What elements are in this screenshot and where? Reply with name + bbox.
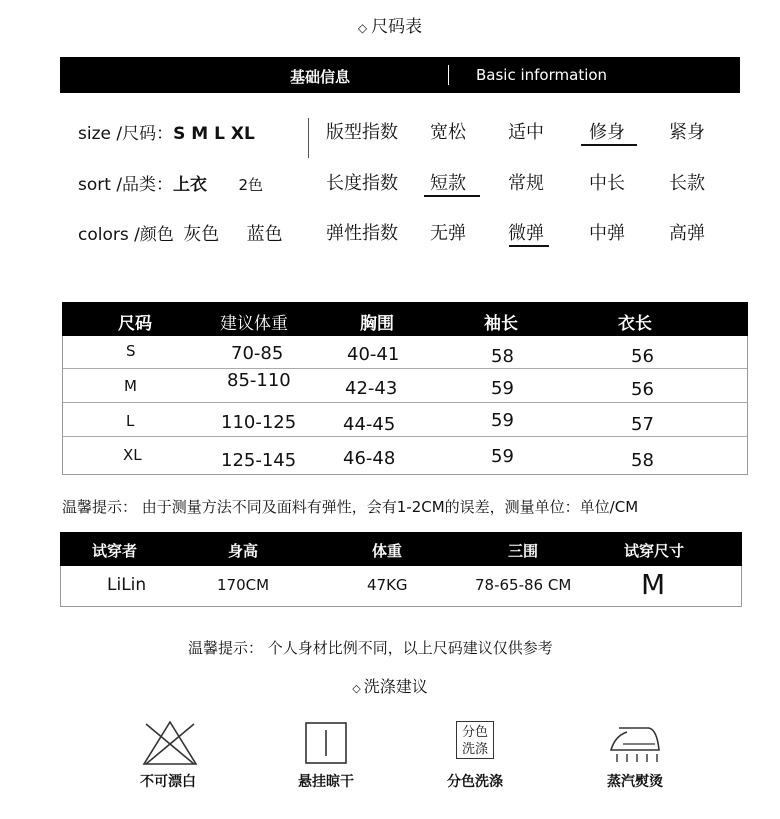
cell-chest: 42-43 bbox=[345, 378, 398, 399]
fit-option-tight: 紧身 bbox=[669, 122, 705, 143]
stretch-option-slight: 微弹 bbox=[508, 223, 544, 244]
model-table-row bbox=[60, 566, 742, 607]
basic-info-title-cn: 基础信息 bbox=[290, 68, 351, 86]
cell-size: M bbox=[124, 377, 137, 395]
header-measurements: 三围 bbox=[508, 542, 539, 560]
header-length: 衣长 bbox=[618, 314, 652, 334]
cell-size: S bbox=[126, 342, 136, 360]
selected-underline bbox=[509, 245, 549, 247]
cell-sleeve: 59 bbox=[491, 446, 514, 467]
colors-row bbox=[78, 220, 283, 246]
cell-weight: 110-125 bbox=[221, 412, 297, 433]
cell-chest: 44-45 bbox=[343, 414, 396, 435]
header-body-weight: 体重 bbox=[372, 542, 403, 560]
selected-underline bbox=[424, 195, 480, 197]
length-option-mid: 中长 bbox=[589, 173, 625, 194]
cell-length: 57 bbox=[631, 414, 654, 435]
header-weight: 建议体重 bbox=[220, 314, 288, 334]
cell-weight: 70-85 bbox=[231, 343, 284, 364]
header-size: 尺码 bbox=[118, 314, 152, 334]
wash-title: ◇ 洗涤建议 bbox=[352, 677, 428, 696]
steam-iron-icon bbox=[609, 718, 667, 766]
header-chest: 胸围 bbox=[360, 314, 394, 334]
selected-underline bbox=[581, 144, 637, 146]
no-bleach-icon bbox=[142, 720, 198, 766]
fit-option-slim: 修身 bbox=[589, 122, 625, 143]
cell-weight: 85-110 bbox=[227, 370, 291, 391]
cell-weight: 125-145 bbox=[221, 450, 297, 471]
cell-sleeve: 59 bbox=[491, 410, 514, 431]
model-weight: 47KG bbox=[367, 576, 408, 594]
cell-chest: 40-41 bbox=[347, 344, 400, 365]
color-count: 2色 bbox=[238, 176, 263, 194]
cell-chest: 46-48 bbox=[343, 448, 396, 469]
diamond-icon: ◇ bbox=[352, 682, 361, 695]
model-measurements: 78-65-86 CM bbox=[475, 576, 572, 594]
header-divider bbox=[448, 65, 449, 85]
header-model: 试穿者 bbox=[92, 542, 138, 560]
stretch-option-high: 高弹 bbox=[669, 223, 705, 244]
cell-size: L bbox=[126, 412, 135, 430]
stretch-option-none: 无弹 bbox=[430, 223, 466, 244]
hang-dry-icon bbox=[305, 722, 347, 764]
wash-label-steam: 蒸汽熨烫 bbox=[607, 774, 663, 790]
size-value: S M L XL bbox=[173, 124, 255, 144]
basic-info-title-en: Basic information bbox=[476, 66, 608, 84]
row-divider bbox=[63, 436, 747, 437]
wash-label-hang-dry: 悬挂晾干 bbox=[298, 774, 354, 790]
fit-index-label: 版型指数 bbox=[326, 122, 398, 143]
info-divider bbox=[308, 118, 309, 158]
length-option-short: 短款 bbox=[430, 173, 466, 194]
wash-label-no-bleach: 不可漂白 bbox=[140, 774, 196, 790]
row-divider bbox=[63, 368, 747, 369]
length-option-long: 长款 bbox=[669, 173, 705, 194]
length-index-label: 长度指数 bbox=[326, 173, 398, 194]
fit-option-loose: 宽松 bbox=[430, 122, 466, 143]
wash-label-separate: 分色洗涤 bbox=[447, 774, 503, 790]
reference-tip: 温馨提示： 个人身材比例不同，以上尺码建议仅供参考 bbox=[188, 639, 553, 657]
header-sleeve: 袖长 bbox=[484, 314, 518, 334]
measurement-tip: 温馨提示： 由于测量方法不同及面料有弹性，会有1-2CM的误差，测量单位：单位/CM bbox=[62, 498, 639, 516]
cell-sleeve: 58 bbox=[491, 346, 514, 367]
color-gray: 灰色 bbox=[183, 224, 220, 245]
sort-value: 上衣 bbox=[173, 175, 208, 195]
basic-info-header bbox=[60, 57, 740, 93]
sort-label: sort /品类： bbox=[78, 175, 174, 195]
model-name: LiLin bbox=[107, 575, 147, 595]
cell-sleeve: 59 bbox=[491, 378, 514, 399]
stretch-option-medium: 中弹 bbox=[589, 223, 625, 244]
model-size: M bbox=[641, 568, 666, 601]
wash-separately-icon bbox=[456, 721, 494, 759]
color-blue: 蓝色 bbox=[246, 224, 283, 245]
size-row bbox=[78, 119, 255, 144]
fit-option-regular: 适中 bbox=[508, 122, 544, 143]
diamond-icon: ◇ bbox=[357, 21, 368, 35]
sort-row bbox=[78, 170, 263, 195]
wash-icon-text: 分色 bbox=[461, 725, 488, 740]
size-label: size /尺码： bbox=[78, 124, 174, 144]
cell-size: XL bbox=[123, 446, 142, 464]
model-height: 170CM bbox=[217, 576, 270, 594]
row-divider bbox=[63, 402, 747, 403]
cell-length: 58 bbox=[631, 450, 654, 471]
header-height: 身高 bbox=[228, 542, 259, 560]
model-table-header bbox=[60, 532, 742, 566]
length-option-regular: 常规 bbox=[508, 173, 544, 194]
size-table-body bbox=[62, 336, 748, 475]
cell-length: 56 bbox=[631, 346, 654, 367]
wash-icon-text: 洗涤 bbox=[461, 742, 488, 757]
colors-label: colors /颜色 bbox=[78, 225, 174, 245]
size-table-header bbox=[62, 302, 748, 336]
header-worn-size: 试穿尺寸 bbox=[624, 542, 685, 560]
stretch-index-label: 弹性指数 bbox=[326, 223, 398, 244]
cell-length: 56 bbox=[631, 379, 654, 400]
page-title: ◇ 尺码表 bbox=[357, 17, 423, 37]
